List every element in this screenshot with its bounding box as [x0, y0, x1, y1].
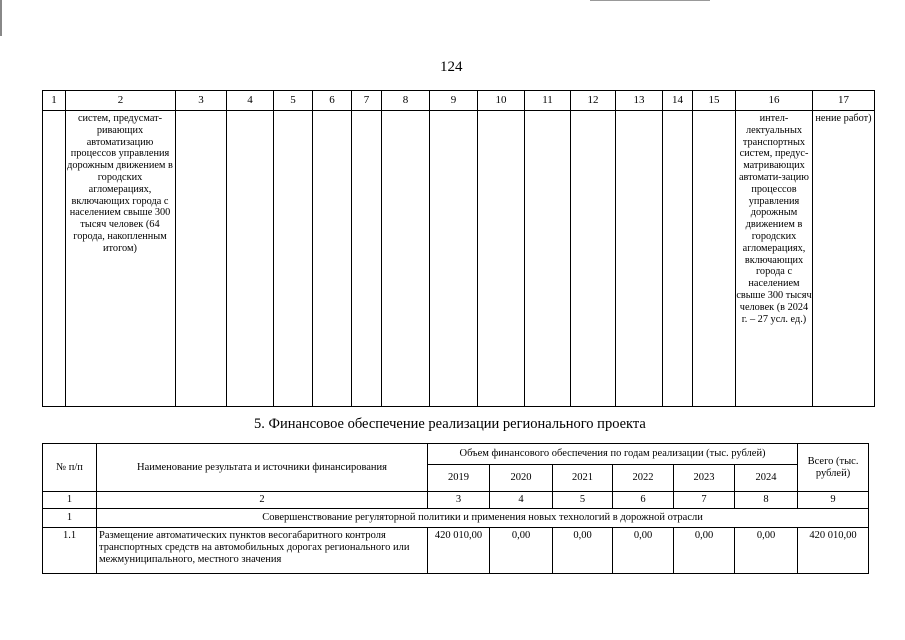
- indicator-table: [42, 90, 875, 407]
- left-edge-mark: [0, 0, 2, 36]
- col-header: 1: [43, 91, 66, 111]
- value-2024: 0,00: [735, 528, 798, 574]
- table-cell: [571, 111, 616, 407]
- col-number: 1: [43, 492, 97, 509]
- indicator-header-row: [43, 91, 875, 111]
- result-description: интел-лектуальных транспортных систем, предус-матривающих автомати-зацию процессов управления дорожным движением в городских агломерациях, включающих города с населением свыше 300 тысяч человек (в 2024 г. – 27 усл. ед.): [736, 111, 813, 407]
- col-header: 10: [478, 91, 525, 111]
- col-number: 6: [613, 492, 674, 509]
- col-header: 16: [736, 91, 813, 111]
- finance-table: [42, 443, 869, 574]
- year-header: 2023: [674, 465, 735, 492]
- col-header: 13: [616, 91, 663, 111]
- table-cell: [227, 111, 274, 407]
- col-header: 12: [571, 91, 616, 111]
- section-title: 5. Финансовое обеспечение реализации регионального проекта: [254, 416, 646, 432]
- col-header: 6: [313, 91, 352, 111]
- name-header: Наименование результата и источники финансирования: [97, 444, 428, 492]
- col-number: 4: [490, 492, 553, 509]
- result-note: нение работ): [813, 111, 875, 407]
- table-cell: [478, 111, 525, 407]
- col-header: 3: [176, 91, 227, 111]
- table-cell: [430, 111, 478, 407]
- col-header: 17: [813, 91, 875, 111]
- table-cell: [43, 111, 66, 407]
- table-cell: [352, 111, 382, 407]
- year-header: 2019: [428, 465, 490, 492]
- col-header: 8: [382, 91, 430, 111]
- col-header: 4: [227, 91, 274, 111]
- table-cell: [274, 111, 313, 407]
- col-number: 7: [674, 492, 735, 509]
- item-name: Размещение автоматических пунктов весогабаритного контроля транспортных средств на автомобильных дорогах регионального или межмуниципального, местного значения: [97, 528, 428, 574]
- col-header: 2: [66, 91, 176, 111]
- col-number: 2: [97, 492, 428, 509]
- col-number: 8: [735, 492, 798, 509]
- year-header: 2020: [490, 465, 553, 492]
- indicator-body-row: [43, 111, 875, 407]
- value-2019: 420 010,00: [428, 528, 490, 574]
- table-cell: [313, 111, 352, 407]
- table-cell: [176, 111, 227, 407]
- value-total: 420 010,00: [798, 528, 869, 574]
- total-header: Всего (тыс. рублей): [798, 444, 869, 492]
- col-header: 11: [525, 91, 571, 111]
- year-header: 2021: [553, 465, 613, 492]
- column-numbers-row: [43, 492, 869, 509]
- col-header: 7: [352, 91, 382, 111]
- col-header: 14: [663, 91, 693, 111]
- col-number: 9: [798, 492, 869, 509]
- year-header: 2024: [735, 465, 798, 492]
- num-header: № п/п: [43, 444, 97, 492]
- value-2023: 0,00: [674, 528, 735, 574]
- value-2021: 0,00: [553, 528, 613, 574]
- page-number: 124: [440, 59, 463, 75]
- table-cell: [616, 111, 663, 407]
- table-cell: [382, 111, 430, 407]
- col-header: 15: [693, 91, 736, 111]
- col-header: 5: [274, 91, 313, 111]
- group-number: 1: [43, 509, 97, 528]
- table-cell: [693, 111, 736, 407]
- table-cell: [663, 111, 693, 407]
- group-row: [43, 509, 869, 528]
- value-2022: 0,00: [613, 528, 674, 574]
- table-cell: [525, 111, 571, 407]
- indicator-description: систем, предусмат-ривающих автоматизацию процессов управления дорожным движением в городских агломерациях, включающих города с населением свыше 300 тысяч человек (64 города, накопленным итогом): [66, 111, 176, 407]
- col-number: 3: [428, 492, 490, 509]
- col-number: 5: [553, 492, 613, 509]
- finance-header-row: [43, 444, 869, 465]
- table-row: [43, 528, 869, 574]
- year-header: 2022: [613, 465, 674, 492]
- top-rule: [590, 0, 710, 1]
- col-header: 9: [430, 91, 478, 111]
- group-title: Совершенствование регуляторной политики и применения новых технологий в дорожной отрасли: [97, 509, 869, 528]
- item-number: 1.1: [43, 528, 97, 574]
- volume-header: Объем финансового обеспечения по годам реализации (тыс. рублей): [428, 444, 798, 465]
- value-2020: 0,00: [490, 528, 553, 574]
